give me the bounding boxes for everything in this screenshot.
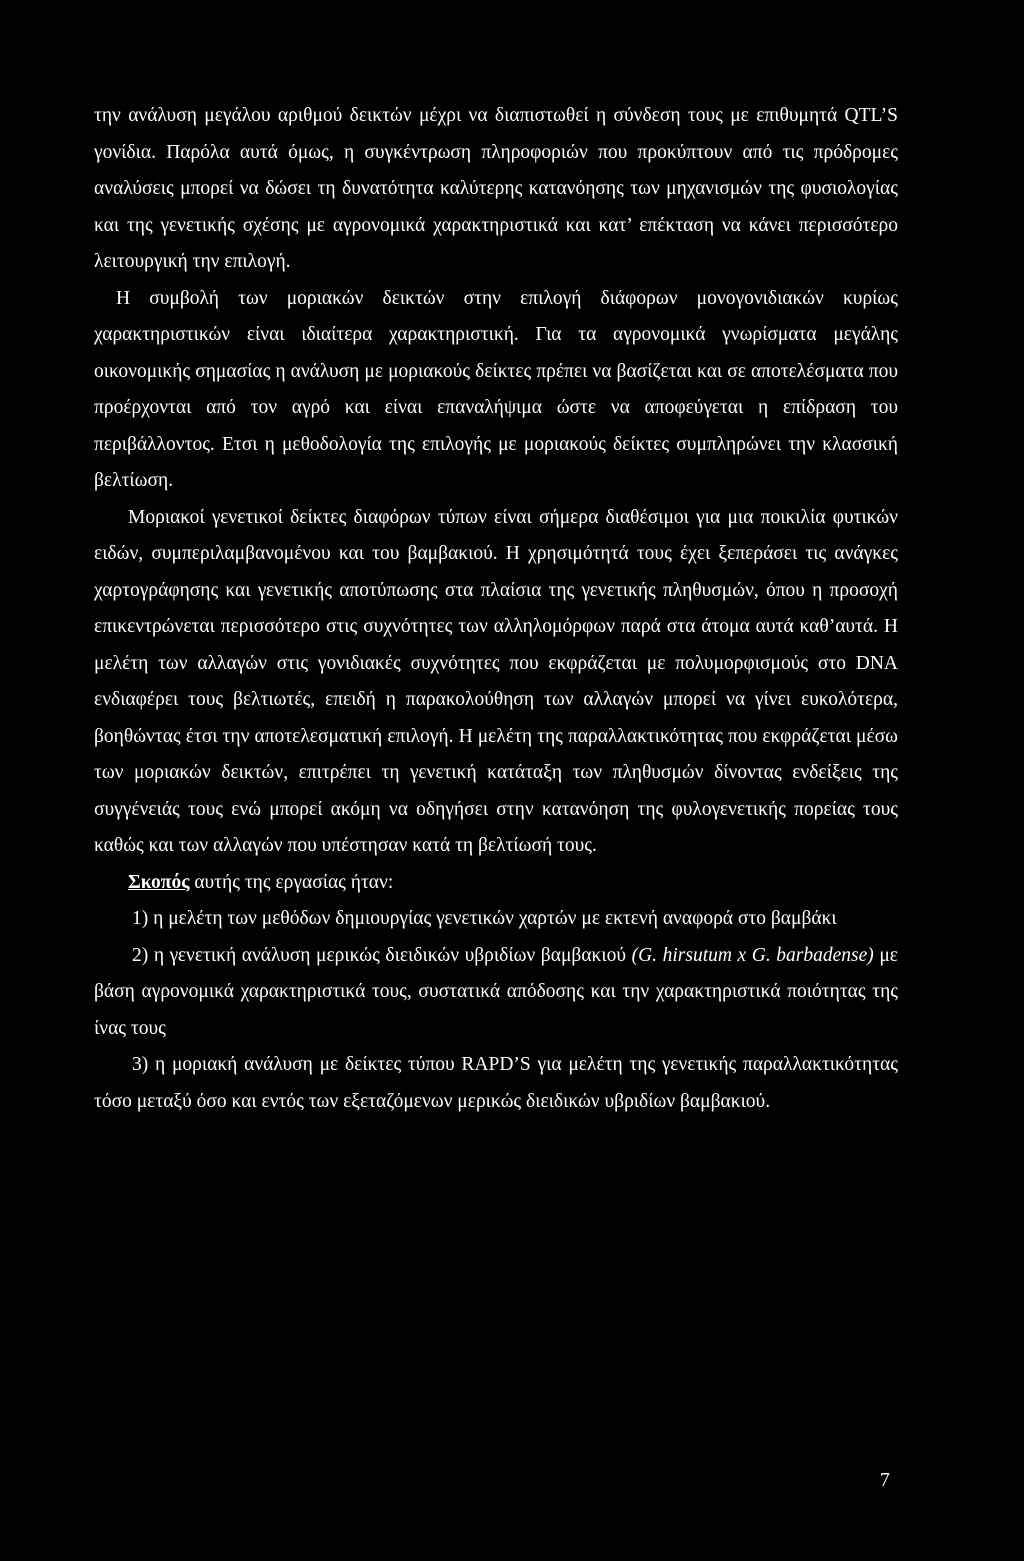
list-item-3: 3) η μοριακή ανάλυση με δείκτες τύπου RAPD’S για μελέτη της γενετικής παραλλακτικότητας τόσο μεταξύ όσο και εντός των εξεταζόμενων μερικώς διειδικών υβριδίων βαμβακιού.	[94, 1054, 898, 1112]
paragraph-2: Η συμβολή των μοριακών δεικτών στην επιλογή διάφορων μονογονιδιακών κυρίως χαρακτηριστικών είναι ιδιαίτερα χαρακτηριστική. Για τα αγρονομικά γνωρίσματα μεγάλης οικονομικής σημασίας η ανάλυση με μοριακούς δείκτες πρέπει να βασίζεται και σε αποτελέσματα που προέρχονται από τον αγρό και είναι επαναλήψιμα ώστε να αποφεύγεται η επίδραση του περιβάλλοντος. Ετσι η μεθοδολογία της επιλογής με μοριακούς δείκτες συμπληρώνει την κλασσική βελτίωση.	[94, 287, 898, 491]
aim-rest: αυτής της εργασίας ήταν:	[189, 871, 394, 893]
species-names: (G. hirsutum x G. barbadense)	[631, 944, 874, 966]
paragraph-1: την ανάλυση μεγάλου αριθμού δεικτών μέχρι να διαπιστωθεί η σύνδεση τους με επιθυμητά QTL’S γονίδια. Παρόλα αυτά όμως, η συγκέντρωση πληροφοριών που προκύπτουν από τις πρόδρομες αναλύσεις μπορεί να δώσει τη δυνατότητα καλύτερης κατανόησης των μηχανισμών της φυσιολογίας και της γενετικής σχέσης με αγρονομικά χαρακτηριστικά και κατ’ επέκταση να κάνει περισσότερο λειτουργική την επιλογή.	[94, 105, 898, 272]
list-item-2-pre: 2) η γενετική ανάλυση μερικώς διειδικών υβριδίων βαμβακιού	[132, 944, 632, 966]
list-item-2-post: με βάση αγρονομικά χαρακτηριστικά τους, συστατικά απόδοσης και την χαρακτηριστικά ποιότητας της ίνας τους	[94, 944, 898, 1039]
aim-heading: Σκοπός	[128, 871, 190, 893]
page-number: 7	[880, 1470, 890, 1491]
aim-line	[94, 865, 898, 902]
list-item-1: 1) η μελέτη των μεθόδων δημιουργίας γενετικών χαρτών με εκτενή αναφορά στο βαμβάκι	[132, 908, 837, 929]
list-item-2	[94, 938, 898, 1048]
document-page	[94, 98, 898, 1120]
paragraph-3: Μοριακοί γενετικοί δείκτες διαφόρων τύπων είναι σήμερα διαθέσιμοι για μια ποικιλία φυτικών ειδών, συμπεριλαμβανομένου και του βαμβακιού. Η χρησιμότητά τους έχει ξεπεράσει τις ανάγκες χαρτογράφησης και γενετικής αποτύπωσης στα πλαίσια της γενετικής πληθυσμών, όπου η προσοχή επικεντρώνεται περισσότερο στις συχνότητες των αλληλομόρφων παρά στα άτομα αυτά καθ’αυτά. Η μελέτη των αλλαγών στις γονιδιακές συχνότητες που εκφράζεται με πολυμορφισμούς στο DNA ενδιαφέρει τους βελτιωτές, επειδή η παρακολούθηση των αλλαγών μπορεί να γίνει ευκολότερα, βοηθώντας έτσι την αποτελεσματική επιλογή. Η μελέτη της παραλλακτικότητας που εκφράζεται μέσω των μοριακών δεικτών, επιτρέπει τη γενετική κατάταξη των πληθυσμών δίνοντας ενδείξεις της συγγένειάς τους ενώ μπορεί ακόμη να οδηγήσει στην κατανόηση της φυλογενετικής πορείας τους καθώς και των αλλαγών που υπέστησαν κατά τη βελτίωσή τους.	[94, 506, 898, 856]
